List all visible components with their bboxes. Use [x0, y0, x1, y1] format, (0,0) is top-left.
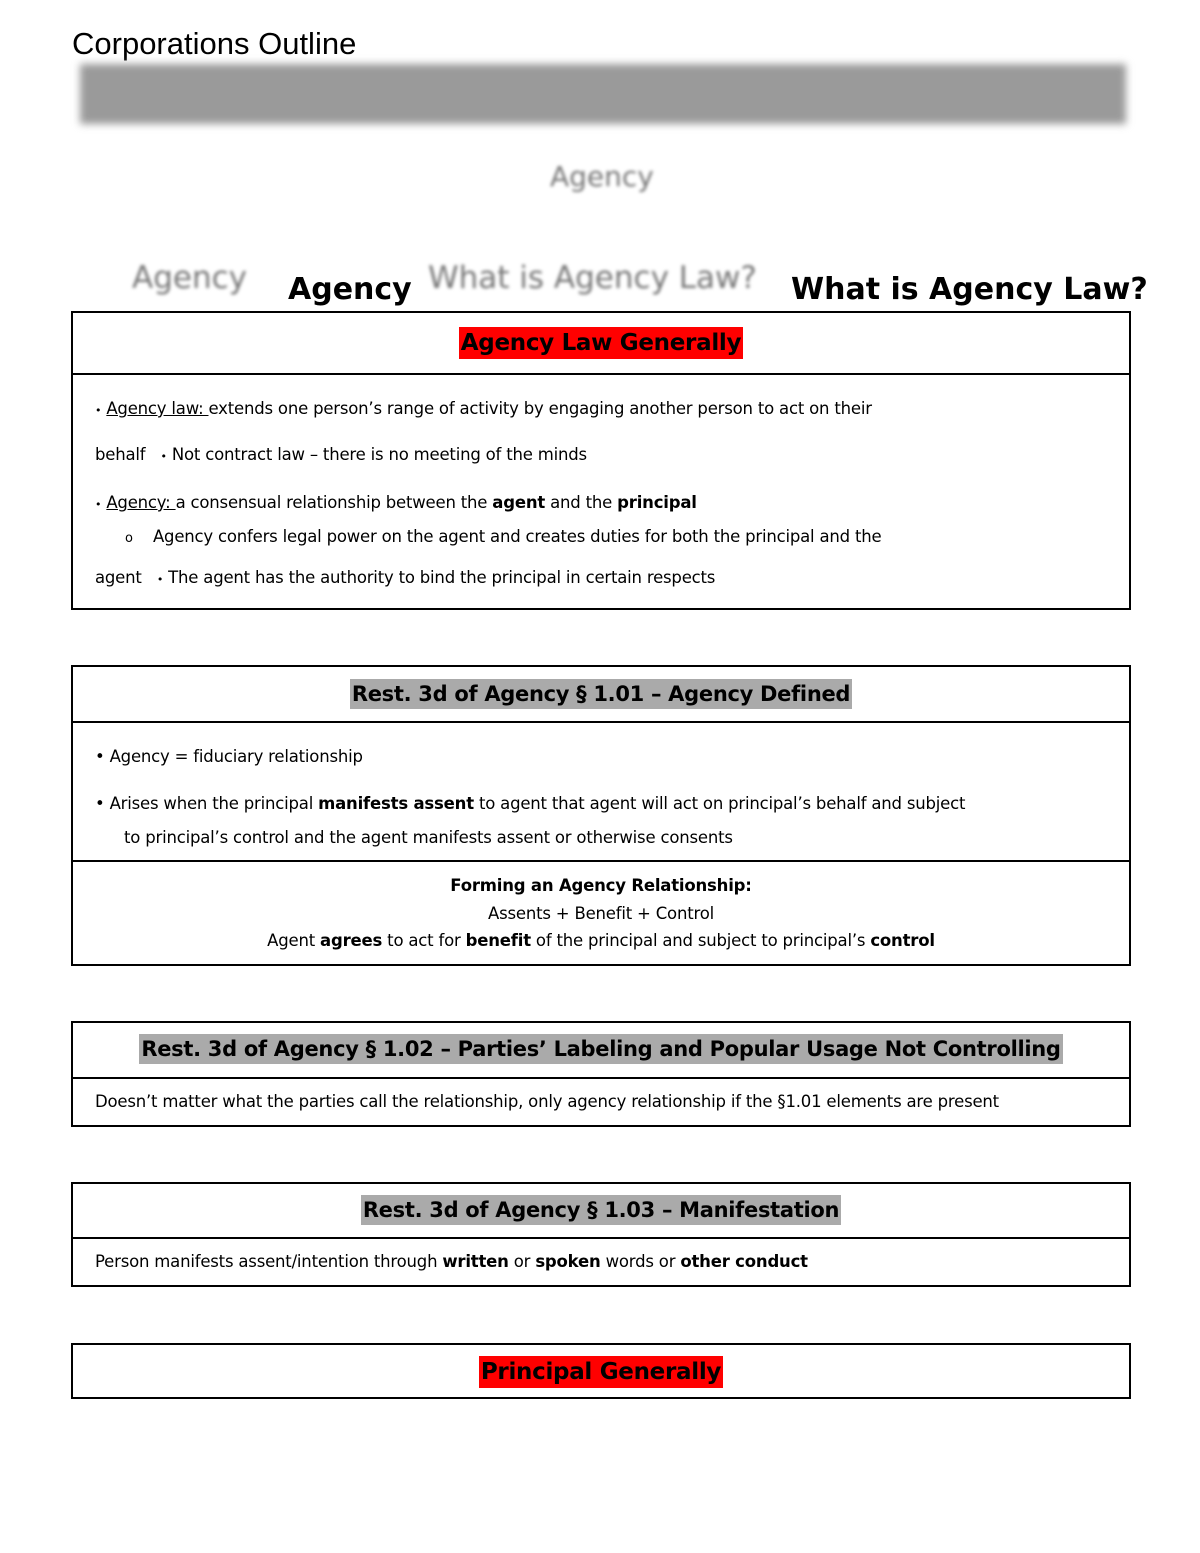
rest-103-box — [71, 1182, 1131, 1287]
forming-relationship-panel — [73, 860, 1129, 964]
rest-103-title: Rest. 3d of Agency § 1.03 – Manifestation — [361, 1195, 841, 1225]
what-is-agency-law-heading: What is Agency Law? — [791, 272, 1148, 307]
blurred-agency-label: Agency — [132, 260, 247, 296]
rest-101-line-2: • Arises when the principal manifests assent to agent that agent will act on principal’s behalf and subject — [95, 794, 966, 813]
rest-101-box — [71, 665, 1131, 966]
term-agency: Agency: — [106, 493, 176, 512]
forming-formula: Assents + Benefit + Control — [488, 904, 714, 923]
rest-103-header — [73, 1184, 1129, 1239]
agency-law-line-5: agent • The agent has the authority to bind the principal in certain respects — [95, 568, 716, 587]
agency-heading: Agency — [288, 272, 412, 307]
rest-102-box — [71, 1021, 1131, 1127]
forming-description: Agent agrees to act for benefit of the principal and subject to principal’s control — [267, 931, 935, 950]
principal-title: Principal Generally — [479, 1356, 723, 1388]
agency-law-line-3: • Agency: a consensual relationship between the agent and the principal — [95, 493, 697, 512]
rest-101-line-3: to principal’s control and the agent manifests assent or otherwise consents — [124, 828, 733, 847]
rest-101-title: Rest. 3d of Agency § 1.01 – Agency Defined — [350, 679, 852, 709]
principal-box — [71, 1343, 1131, 1399]
redacted-banner — [80, 64, 1126, 124]
rest-102-title: Rest. 3d of Agency § 1.02 – Parties’ Labeling and Popular Usage Not Controlling — [139, 1034, 1062, 1064]
agency-law-line-4: o Agency confers legal power on the agent and creates duties for both the principal and the — [125, 527, 882, 546]
rest-102-header — [73, 1023, 1129, 1079]
blurred-what-is-label: What is Agency Law? — [428, 260, 757, 296]
forming-title: Forming an Agency Relationship: — [450, 876, 752, 895]
document-title: Corporations Outline — [72, 26, 357, 61]
rest-102-body: Doesn’t matter what the parties call the relationship, only agency relationship if the §1.01 elements are present — [95, 1092, 999, 1111]
agency-law-line-2: behalf • Not contract law – there is no meeting of the minds — [95, 445, 587, 464]
agency-law-header — [73, 313, 1129, 375]
term-agency-law: Agency law: — [106, 399, 209, 418]
rest-101-header — [73, 667, 1129, 723]
rest-101-line-1: • Agency = fiduciary relationship — [95, 747, 363, 766]
rest-103-body: Person manifests assent/intention through written or spoken words or other conduct — [95, 1252, 808, 1271]
blurred-agency-heading: Agency — [550, 160, 654, 193]
agency-law-title: Agency Law Generally — [459, 327, 743, 359]
agency-law-line-1: • Agency law: extends one person’s range of activity by engaging another person to act on their — [95, 399, 872, 418]
agency-law-box — [71, 311, 1131, 610]
